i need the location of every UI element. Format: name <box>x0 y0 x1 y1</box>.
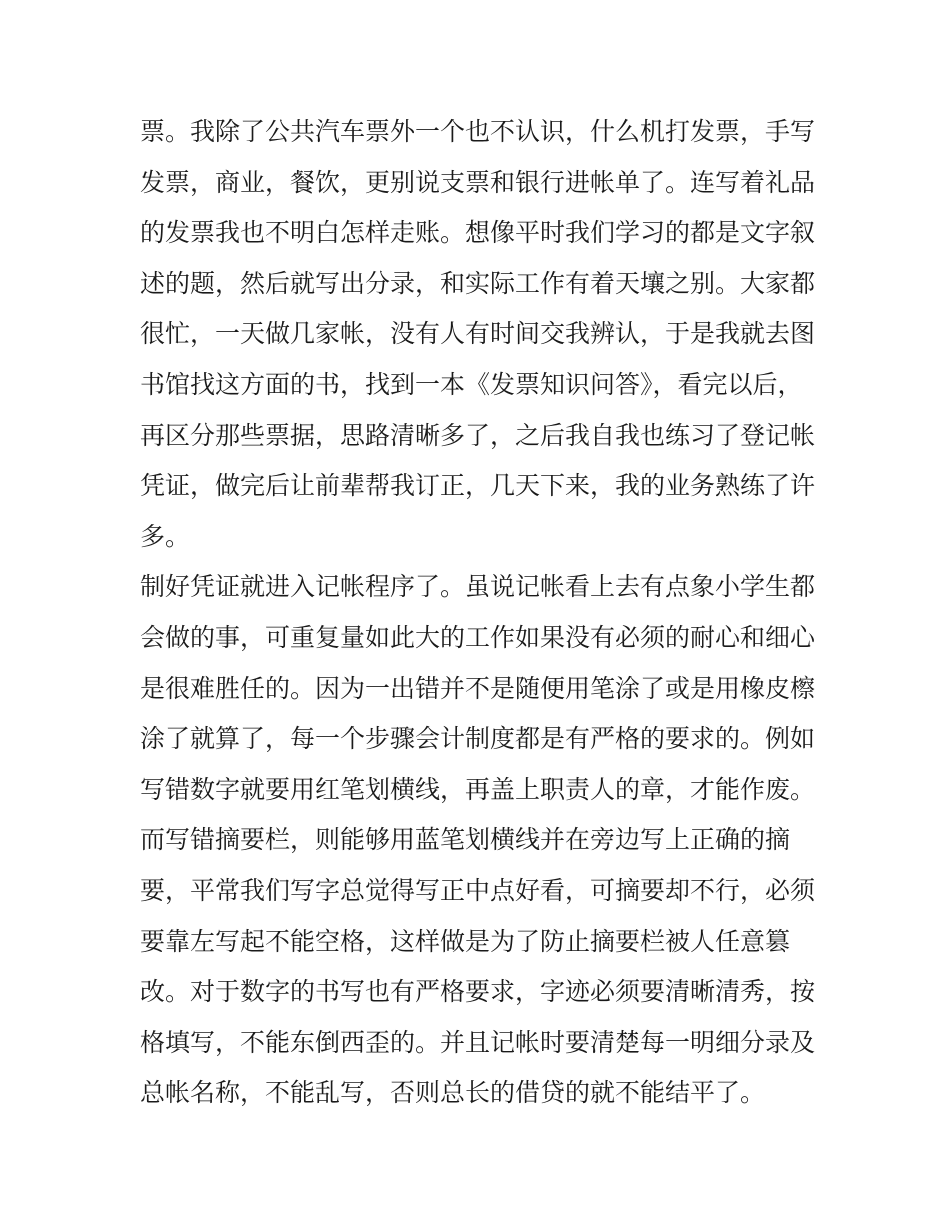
text-line: 要靠左写起不能空格，这样做是为了防止摘要栏被人任意篡 <box>140 926 791 956</box>
text-line: 会做的事，可重复量如此大的工作如果没有必须的耐心和细心 <box>140 622 816 652</box>
text-line: 格填写，不能东倒西歪的。并且记帐时要清楚每一明细分录及 <box>140 1027 816 1057</box>
text-line: 书馆找这方面的书，找到一本《发票知识问答》，看完以后， <box>140 369 803 399</box>
text-line: 票。我除了公共汽车票外一个也不认识，什么机打发票，手写 <box>140 117 816 146</box>
text-line: 写错数字就要用红笔划横线，再盖上职责人的章，才能作废。 <box>140 774 816 804</box>
text-line: 总帐名称，不能乱写，否则总长的借贷的就不能结平了。 <box>140 1078 766 1108</box>
text-line: 多。 <box>140 521 191 551</box>
text-line: 而写错摘要栏，则能够用蓝笔划横线并在旁边写上正确的摘 <box>140 825 791 855</box>
text-line: 涂了就算了，每一个步骤会计制度都是有严格的要求的。例如 <box>140 724 816 754</box>
text-line: 改。对于数字的书写也有严格要求，字迹必须要清晰清秀，按 <box>140 977 816 1007</box>
text-line: 要，平常我们写字总觉得写正中点好看，可摘要却不行，必须 <box>140 875 816 905</box>
text-line: 的发票我也不明白怎样走账。想像平时我们学习的都是文字叙 <box>140 218 816 248</box>
text-line: 再区分那些票据，思路清晰多了，之后我自我也练习了登记帐 <box>140 420 816 450</box>
text-line: 凭证，做完后让前辈帮我订正，几天下来，我的业务熟练了许 <box>140 471 816 501</box>
text-line: 发票，商业，餐饮，更别说支票和银行进帐单了。连写着礼品 <box>140 167 816 197</box>
text-line: 很忙，一天做几家帐，没有人有时间交我辨认，于是我就去图 <box>140 319 816 349</box>
text-line: 是很难胜任的。因为一出错并不是随便用笔涂了或是用橡皮檫 <box>140 673 816 703</box>
text-line: 述的题，然后就写出分录，和实际工作有着天壤之别。大家都 <box>140 268 816 298</box>
text-line: 制好凭证就进入记帐程序了。虽说记帐看上去有点象小学生都 <box>140 572 816 602</box>
body-text <box>140 107 820 1119</box>
